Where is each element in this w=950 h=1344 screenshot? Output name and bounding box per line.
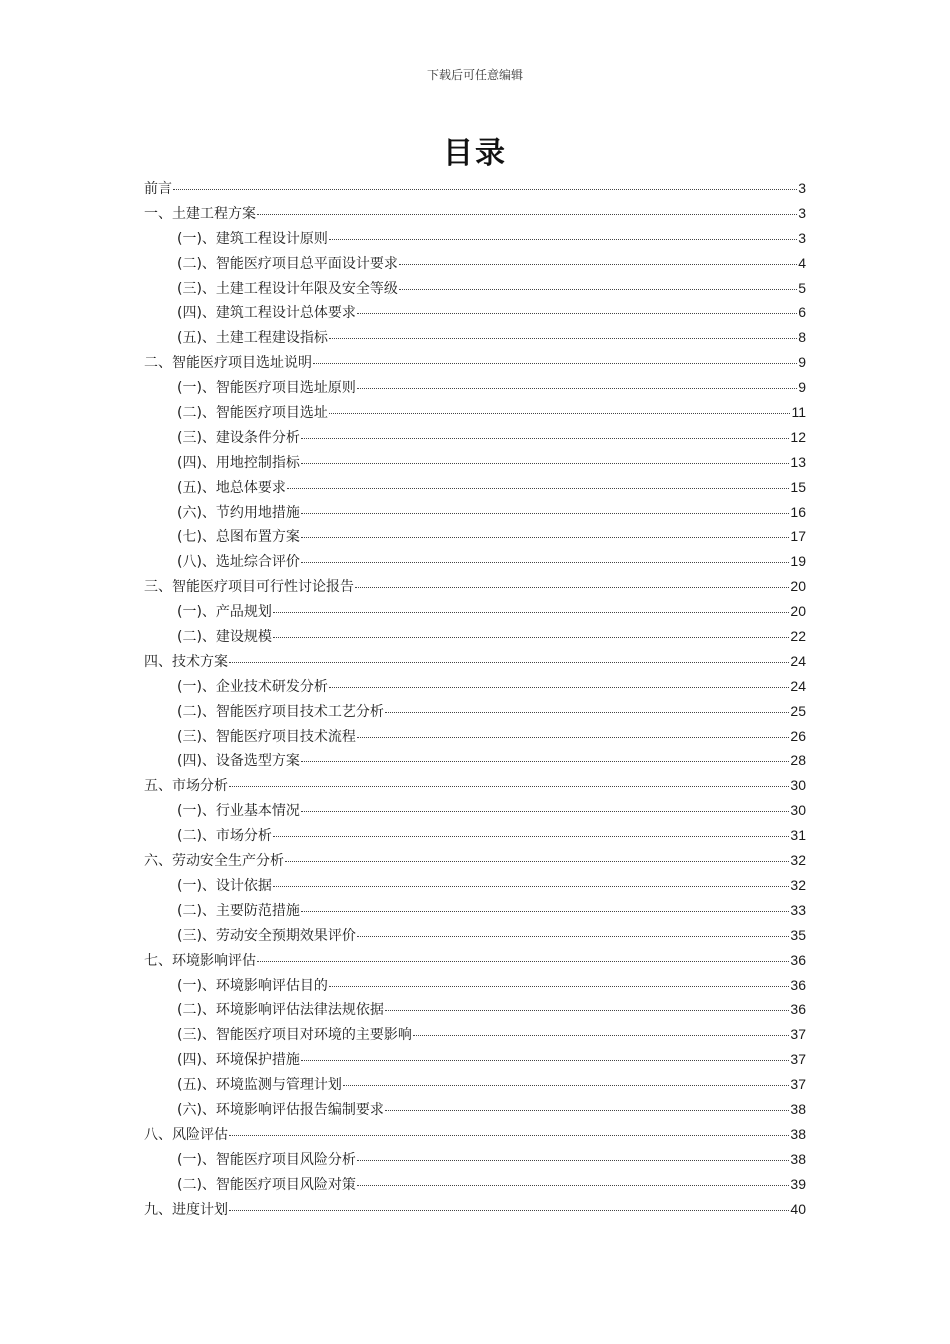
toc-entry-label: (三)、建设条件分析 — [177, 429, 300, 446]
toc-entry-page: 19 — [790, 553, 806, 570]
toc-entry-page: 25 — [790, 702, 806, 719]
toc-dot-leader — [357, 388, 797, 389]
toc-entry[interactable] — [144, 325, 806, 350]
toc-dot-leader — [329, 338, 797, 339]
toc-dot-leader — [329, 413, 791, 414]
toc-entry-page: 36 — [790, 951, 806, 968]
toc-entry[interactable] — [144, 898, 806, 923]
toc-entry[interactable] — [144, 300, 806, 325]
toc-entry-label: (五)、环境监测与管理计划 — [177, 1077, 342, 1094]
toc-entry-page: 24 — [790, 652, 806, 669]
toc-entry-page: 4 — [798, 254, 806, 271]
toc-dot-leader — [229, 1210, 789, 1211]
toc-entry[interactable] — [144, 973, 806, 998]
toc-dot-leader — [399, 264, 797, 265]
toc-entry[interactable] — [144, 997, 806, 1022]
toc-entry-label: (六)、环境影响评估报告编制要求 — [177, 1101, 384, 1118]
toc-entry[interactable] — [144, 400, 806, 425]
toc-entry[interactable] — [144, 1172, 806, 1197]
toc-entry[interactable] — [144, 251, 806, 276]
toc-entry-page: 38 — [790, 1100, 806, 1117]
toc-entry-label: (六)、节约用地措施 — [177, 504, 300, 521]
toc-dot-leader — [357, 1185, 789, 1186]
toc-entry-label: 五、市场分析 — [144, 778, 228, 795]
toc-entry[interactable] — [144, 1072, 806, 1097]
toc-entry[interactable] — [144, 176, 806, 201]
toc-entry[interactable] — [144, 475, 806, 500]
toc-dot-leader — [385, 1010, 789, 1011]
toc-entry-page: 11 — [791, 404, 806, 421]
toc-dot-leader — [301, 761, 789, 762]
toc-entry-label: (七)、总图布置方案 — [177, 529, 300, 546]
toc-entry-page: 3 — [798, 204, 806, 221]
toc-dot-leader — [273, 612, 789, 613]
toc-entry-page: 9 — [798, 354, 806, 371]
toc-dot-leader — [301, 1060, 789, 1061]
toc-entry-label: (四)、用地控制指标 — [177, 454, 300, 471]
toc-entry[interactable] — [144, 1147, 806, 1172]
toc-entry-page: 6 — [798, 304, 806, 321]
toc-entry-label: 八、风险评估 — [144, 1126, 228, 1143]
toc-entry[interactable] — [144, 699, 806, 724]
toc-entry-page: 35 — [790, 926, 806, 943]
toc-dot-leader — [287, 488, 789, 489]
toc-entry[interactable] — [144, 948, 806, 973]
toc-entry[interactable] — [144, 1097, 806, 1122]
toc-entry[interactable] — [144, 674, 806, 699]
toc-entry[interactable] — [144, 798, 806, 823]
toc-entry-label: (四)、设备选型方案 — [177, 753, 300, 770]
toc-entry-label: (一)、设计依据 — [177, 877, 272, 894]
toc-entry-page: 15 — [790, 478, 806, 495]
toc-dot-leader — [385, 1110, 789, 1111]
toc-entry-label: (一)、环境影响评估目的 — [177, 977, 328, 994]
toc-dot-leader — [357, 1160, 789, 1161]
toc-entry-label: (二)、环境影响评估法律法规依据 — [177, 1002, 384, 1019]
toc-entry-label: (三)、劳动安全预期效果评价 — [177, 927, 356, 944]
toc-dot-leader — [273, 637, 789, 638]
toc-entry-page: 20 — [790, 603, 806, 620]
toc-entry-label: (三)、智能医疗项目对环境的主要影响 — [177, 1027, 412, 1044]
toc-entry-page: 39 — [790, 1175, 806, 1192]
toc-dot-leader — [385, 712, 789, 713]
toc-entry[interactable] — [144, 599, 806, 624]
toc-entry-label: (三)、土建工程设计年限及安全等级 — [177, 280, 398, 297]
toc-entry-page: 31 — [790, 827, 806, 844]
toc-dot-leader — [357, 313, 797, 314]
toc-entry-page: 22 — [790, 628, 806, 645]
toc-entry-page: 17 — [790, 528, 806, 545]
toc-entry[interactable] — [144, 748, 806, 773]
toc-entry-label: (一)、企业技术研发分析 — [177, 678, 328, 695]
toc-entry[interactable] — [144, 574, 806, 599]
toc-entry-label: 二、智能医疗项目选址说明 — [144, 355, 312, 372]
toc-entry-label: (一)、行业基本情况 — [177, 803, 300, 820]
toc-entry-page: 38 — [790, 1150, 806, 1167]
toc-entry-page: 38 — [790, 1125, 806, 1142]
toc-entry-page: 32 — [790, 876, 806, 893]
toc-entry-label: (四)、环境保护措施 — [177, 1052, 300, 1069]
toc-entry[interactable] — [144, 350, 806, 375]
toc-entry[interactable] — [144, 201, 806, 226]
toc-entry[interactable] — [144, 848, 806, 873]
toc-entry[interactable] — [144, 276, 806, 301]
toc-entry[interactable] — [144, 1122, 806, 1147]
toc-entry-label: 九、进度计划 — [144, 1201, 228, 1218]
toc-dot-leader — [329, 986, 789, 987]
toc-dot-leader — [357, 737, 789, 738]
toc-dot-leader — [301, 562, 789, 563]
toc-entry-page: 30 — [790, 802, 806, 819]
toc-dot-leader — [285, 861, 789, 862]
toc-entry-page: 33 — [790, 901, 806, 918]
toc-entry-label: 六、劳动安全生产分析 — [144, 853, 284, 870]
toc-entry-label: (二)、建设规模 — [177, 629, 272, 646]
toc-dot-leader — [229, 1135, 789, 1136]
toc-dot-leader — [257, 961, 789, 962]
toc-entry-label: (二)、主要防范措施 — [177, 902, 300, 919]
toc-entry-label: 四、技术方案 — [144, 653, 228, 670]
toc-entry-label: (二)、智能医疗项目总平面设计要求 — [177, 255, 398, 272]
toc-entry[interactable] — [144, 1197, 806, 1222]
toc-entry[interactable] — [144, 1022, 806, 1047]
toc-entry-page: 13 — [790, 453, 806, 470]
toc-entry-page: 5 — [798, 279, 806, 296]
toc-entry[interactable] — [144, 823, 806, 848]
toc-dot-leader — [329, 239, 797, 240]
toc-entry-page: 9 — [798, 379, 806, 396]
page-header: 下载后可任意编辑 — [426, 68, 523, 82]
toc-entry[interactable] — [144, 724, 806, 749]
toc-entry-page: 12 — [790, 428, 806, 445]
toc-dot-leader — [301, 537, 789, 538]
toc-entry[interactable] — [144, 375, 806, 400]
toc-entry[interactable] — [144, 624, 806, 649]
toc-dot-leader — [343, 1085, 789, 1086]
toc-dot-leader — [329, 687, 789, 688]
toc-dot-leader — [301, 911, 789, 912]
toc-entry[interactable] — [144, 873, 806, 898]
toc-entry-page: 37 — [790, 1051, 806, 1068]
toc-entry[interactable] — [144, 773, 806, 798]
toc-entry-page: 20 — [790, 578, 806, 595]
toc-dot-leader — [229, 662, 789, 663]
toc-entry-label: (一)、智能医疗项目风险分析 — [177, 1151, 356, 1168]
toc-entry-label: (一)、建筑工程设计原则 — [177, 230, 328, 247]
toc-dot-leader — [229, 786, 789, 787]
toc-dot-leader — [301, 513, 789, 514]
table-of-contents — [144, 176, 806, 1221]
toc-entry-page: 32 — [790, 852, 806, 869]
toc-entry-label: (二)、智能医疗项目技术工艺分析 — [177, 703, 384, 720]
toc-dot-leader — [273, 886, 789, 887]
toc-entry-label: (八)、选址综合评价 — [177, 554, 300, 571]
toc-entry-page: 30 — [790, 777, 806, 794]
toc-title: 目录 — [443, 136, 507, 171]
toc-entry-label: (五)、地总体要求 — [177, 479, 286, 496]
toc-entry-page: 36 — [790, 1001, 806, 1018]
toc-entry[interactable] — [144, 1047, 806, 1072]
toc-entry-label: 一、土建工程方案 — [144, 205, 256, 222]
toc-entry-page: 37 — [790, 1026, 806, 1043]
toc-dot-leader — [313, 363, 797, 364]
toc-dot-leader — [273, 836, 789, 837]
toc-entry-label: (四)、建筑工程设计总体要求 — [177, 305, 356, 322]
toc-dot-leader — [357, 936, 789, 937]
toc-entry-page: 3 — [798, 229, 806, 246]
toc-entry-label: (一)、智能医疗项目选址原则 — [177, 380, 356, 397]
toc-dot-leader — [173, 189, 797, 190]
toc-entry-page: 8 — [798, 329, 806, 346]
toc-entry-label: (二)、智能医疗项目选址 — [177, 405, 328, 422]
toc-entry-page: 26 — [790, 727, 806, 744]
toc-entry-label: (一)、产品规划 — [177, 604, 272, 621]
toc-dot-leader — [257, 214, 797, 215]
toc-dot-leader — [355, 587, 789, 588]
toc-entry-label: (五)、土建工程建设指标 — [177, 330, 328, 347]
toc-dot-leader — [301, 438, 789, 439]
toc-entry-label: 前言 — [144, 181, 172, 197]
toc-dot-leader — [301, 463, 789, 464]
toc-entry-label: (二)、智能医疗项目风险对策 — [177, 1176, 356, 1193]
toc-entry-label: 三、智能医疗项目可行性讨论报告 — [144, 579, 354, 596]
toc-dot-leader — [399, 289, 797, 290]
toc-entry[interactable] — [144, 649, 806, 674]
toc-entry[interactable] — [144, 226, 806, 251]
toc-dot-leader — [301, 811, 789, 812]
toc-entry[interactable] — [144, 549, 806, 574]
toc-entry[interactable] — [144, 425, 806, 450]
toc-entry-page: 16 — [790, 503, 806, 520]
toc-entry-page: 40 — [790, 1200, 806, 1217]
toc-entry-page: 36 — [790, 976, 806, 993]
toc-dot-leader — [413, 1035, 789, 1036]
toc-entry[interactable] — [144, 923, 806, 948]
toc-entry-page: 24 — [790, 677, 806, 694]
toc-entry-label: (二)、市场分析 — [177, 828, 272, 845]
toc-entry[interactable] — [144, 500, 806, 525]
toc-entry-label: (三)、智能医疗项目技术流程 — [177, 728, 356, 745]
toc-entry-page: 28 — [790, 752, 806, 769]
toc-entry-label: 七、环境影响评估 — [144, 952, 256, 969]
toc-entry-page: 3 — [798, 180, 806, 196]
toc-entry[interactable] — [144, 450, 806, 475]
toc-entry[interactable] — [144, 524, 806, 549]
toc-entry-page: 37 — [790, 1076, 806, 1093]
